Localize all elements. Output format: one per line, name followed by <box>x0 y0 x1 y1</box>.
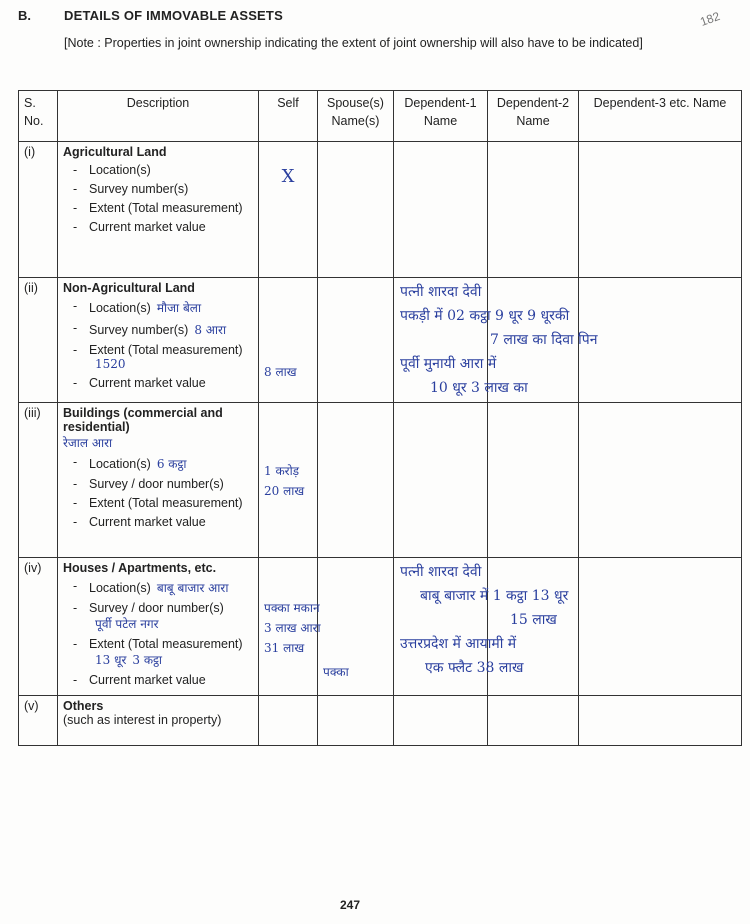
row-item: - Current market value <box>73 673 253 687</box>
row-item <box>73 579 253 596</box>
handwritten-note: उत्तरप्रदेश में आयामी में <box>400 636 517 652</box>
handwritten-note: रेजाल आरा <box>63 436 113 450</box>
row-item: - Current market value <box>73 220 253 234</box>
row-sno: (iv) <box>19 558 58 696</box>
row-item-label: Extent (Total measurement) <box>89 637 243 651</box>
self-cell <box>259 403 318 558</box>
row-item <box>73 455 253 472</box>
row-item: - Extent (Total measurement) <box>73 201 253 215</box>
row-item: - Current market value <box>73 376 253 390</box>
table-row <box>19 403 742 558</box>
handwritten-note: बाबू बाजार आरा <box>156 581 229 595</box>
row-description <box>58 142 259 278</box>
handwritten-note: मौजा बेला <box>156 301 202 315</box>
row-item <box>73 601 253 632</box>
corner-mark: 182 <box>698 8 722 30</box>
header-row <box>19 91 742 142</box>
row-category: Agricultural Land <box>63 145 167 159</box>
row-item <box>73 637 253 668</box>
row-sno: (iii) <box>19 403 58 558</box>
handwritten-block <box>400 280 597 400</box>
row-category: Others <box>63 699 104 713</box>
handwritten-note: 1 करोड़ <box>264 464 300 478</box>
row-item: - Location(s) <box>73 163 253 177</box>
table-row <box>19 142 742 278</box>
table-row <box>19 696 742 746</box>
row-category: Non-Agricultural Land <box>63 281 195 295</box>
handwritten-note: 8 लाख <box>264 365 297 379</box>
row-description <box>58 696 259 746</box>
section-number: B. <box>18 8 31 23</box>
handwritten-note: 10 धूर 3 लाख का <box>430 380 528 396</box>
dependent-1-cell <box>394 558 569 696</box>
handwritten-note: 1520 <box>95 357 126 371</box>
handwritten-note: पक्का मकान <box>264 601 320 615</box>
section-title: DETAILS OF IMMOVABLE ASSETS <box>64 8 283 23</box>
row-item-label: Survey number(s) <box>89 323 189 337</box>
row-item: - Current market value <box>73 515 253 529</box>
handwritten-note: 13 धूर <box>95 653 127 667</box>
row-category: Buildings (commercial and residential) <box>63 406 223 434</box>
row-sno: (ii) <box>19 278 58 403</box>
page-number: 247 <box>340 898 361 912</box>
handwritten-note: 31 लाख <box>264 641 305 655</box>
self-cell <box>259 558 321 696</box>
row-category: Houses / Apartments, etc. <box>63 561 217 575</box>
handwritten-note: पत्नी शारदा देवी <box>400 284 482 300</box>
dependent-1-cell <box>394 278 598 403</box>
handwritten-note: X <box>281 166 295 187</box>
row-description <box>58 558 259 696</box>
handwritten-note: 7 लाख का दिवा पिन <box>490 332 598 348</box>
header-dependent-2: Dependent-2 Name <box>488 91 579 142</box>
immovable-assets-table <box>18 90 742 746</box>
row-item-label: Extent (Total measurement) <box>89 343 243 357</box>
handwritten-note: पकड़ी में 02 कट्ठा 9 धूर 9 धूरकी <box>400 308 570 324</box>
handwritten-note: बाबू बाजार में 1 कट्ठा 13 धूर <box>420 588 569 604</box>
row-item: (such as interest in property) <box>63 713 222 727</box>
row-item <box>73 321 253 338</box>
row-sno: (i) <box>19 142 58 278</box>
row-item <box>73 299 253 316</box>
header-self: Self <box>259 91 318 142</box>
row-item: - Extent (Total measurement) <box>73 496 253 510</box>
handwritten-note: 8 आरा <box>194 323 227 337</box>
row-description <box>58 278 259 403</box>
handwritten-note: 20 लाख <box>264 484 305 498</box>
header-dependent-1: Dependent-1 Name <box>394 91 488 142</box>
row-item: - Survey number(s) <box>73 182 253 196</box>
handwritten-note: पूर्वी पटेल नगर <box>95 617 159 631</box>
table-row <box>19 558 742 696</box>
row-item-label: Survey / door number(s) <box>89 601 224 615</box>
handwritten-note: पक्का <box>323 665 349 679</box>
spouse-cell <box>318 558 394 696</box>
row-description <box>58 403 259 558</box>
self-cell <box>259 142 318 278</box>
row-item-label: Location(s) <box>89 457 151 471</box>
header-sno: S. No. <box>19 91 58 142</box>
self-cell <box>259 278 318 403</box>
row-item: - Survey / door number(s) <box>73 477 253 491</box>
table-row <box>19 278 742 403</box>
handwritten-note: एक फ्लैट 38 लाख <box>425 660 524 676</box>
row-item <box>73 343 253 371</box>
handwritten-note: 3 कट्ठा <box>132 653 163 667</box>
handwritten-block <box>400 560 568 680</box>
handwritten-note: 15 लाख <box>510 612 557 628</box>
header-dependent-3: Dependent-3 etc. Name <box>579 91 742 142</box>
handwritten-note: पूर्वी मुनायी आरा में <box>400 356 497 372</box>
header-spouse: Spouse(s) Name(s) <box>318 91 394 142</box>
handwritten-note: 6 कट्ठा <box>156 457 187 471</box>
handwritten-note: 3 लाख आरा <box>264 621 321 635</box>
handwritten-note: पत्नी शारदा देवी <box>400 564 482 580</box>
header-description: Description <box>58 91 259 142</box>
row-item-label: Location(s) <box>89 301 151 315</box>
row-sno: (v) <box>19 696 58 746</box>
section-note: [Note : Properties in joint ownership indicating the extent of joint ownership will also have to be indicated] <box>64 36 643 50</box>
row-item-label: Location(s) <box>89 581 151 595</box>
